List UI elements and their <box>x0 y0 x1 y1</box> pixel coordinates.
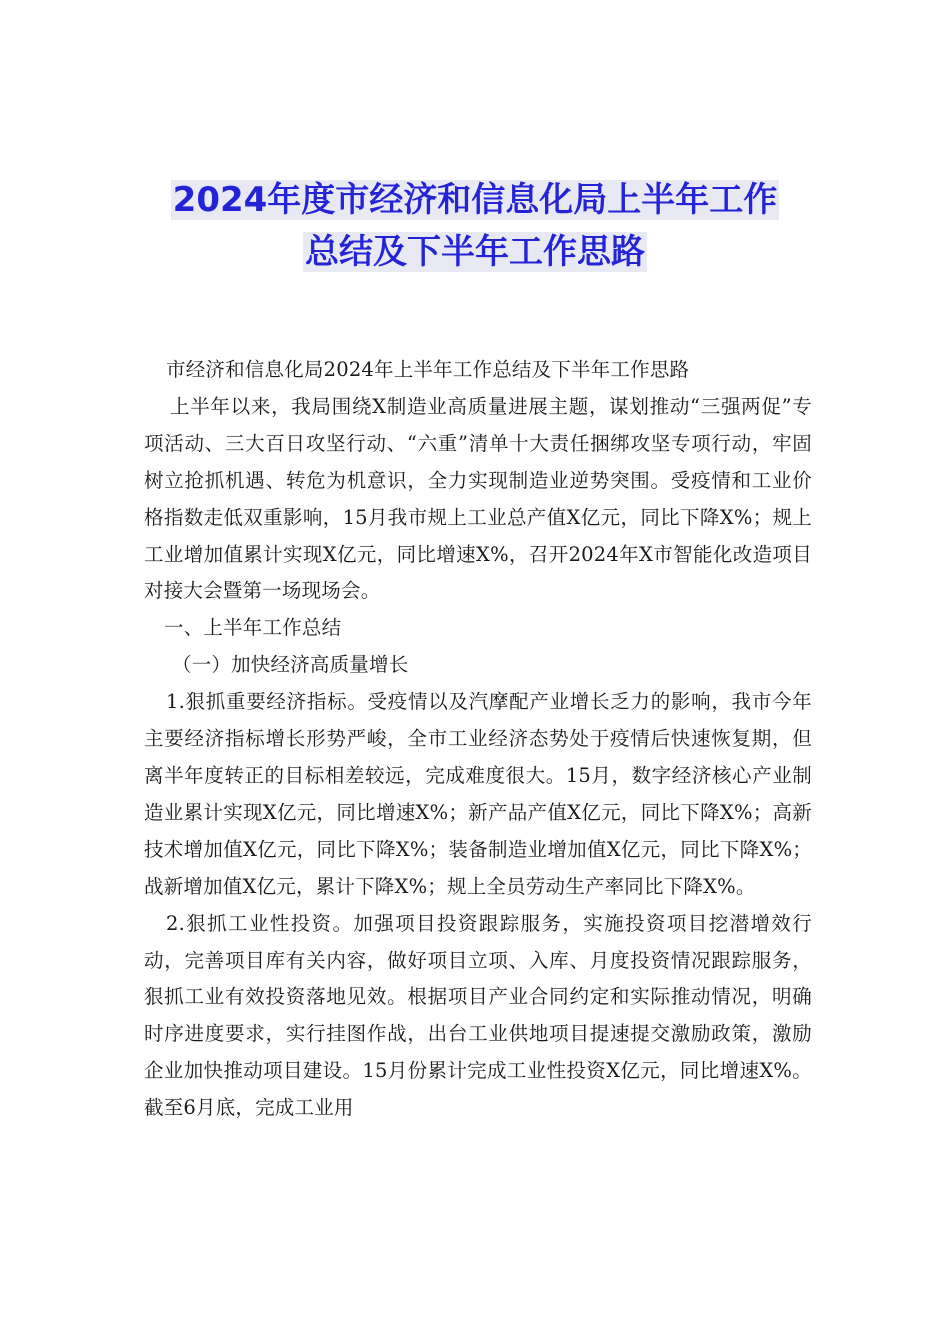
title-line-2: 总结及下半年工作思路 <box>305 232 645 272</box>
paragraph-item-2: 2.狠抓工业性投资。加强项目投资跟踪服务，实施投资项目挖潜增效行动，完善项目库有关内容，做好项目立项、入库、月度投资情况跟踪服务，狠抓工业有效投资落地见效。根据项目产业合同约定和实际推动情况，明确时序进度要求，实行挂图作战，出台工业供地项目提速提交激励政策，激励企业加快推动项目建设。15月份累计完成工业性投资X亿元，同比增速X%。截至6月底，完成工业用 <box>144 911 812 1120</box>
paragraph-item-1: 1.狠抓重要经济指标。受疫情以及汽摩配产业增长乏力的影响，我市今年主要经济指标增长形势严峻，全市工业经济态势处于疫情后快速恢复期，但离半年度转正的目标相差较远，完成难度很大。15月，数字经济核心产业制造业累计实现X亿元，同比增速X%；新产品产值X亿元，同比下降X%；高新技术增加值X亿元，同比下降X%；装备制造业增加值X亿元，同比下降X%；战新增加值X亿元，累计下降X%；规上全员劳动生产率同比下降X%。 <box>144 690 812 898</box>
intro-paragraph: 上半年以来，我局围绕X制造业高质量进展主题，谋划推动“三强两促”专项活动、三大百日攻坚行动、“六重”清单十大责任捆绑攻坚专项行动，牢固树立抢抓机遇、转危为机意识，全力实现制造业逆势突围。受疫情和工业价格指数走低双重影响，15月我市规上工业总产值X亿元，同比下降X%；规上工业增加值累计实现X亿元，同比增速X%，召开2024年X市智能化改造项目对接大会暨第一场现场会。 <box>144 394 812 603</box>
subsection-heading: （一）加快经济高质量增长 <box>172 653 409 677</box>
title-line-1: 2024年度市经济和信息化局上半年工作 <box>172 180 778 220</box>
document-title <box>120 174 830 278</box>
section-heading: 一、上半年工作总结 <box>164 616 342 640</box>
document-subtitle: 市经济和信息化局2024年上半年工作总结及下半年工作思路 <box>166 358 690 381</box>
document-body <box>144 352 812 1127</box>
